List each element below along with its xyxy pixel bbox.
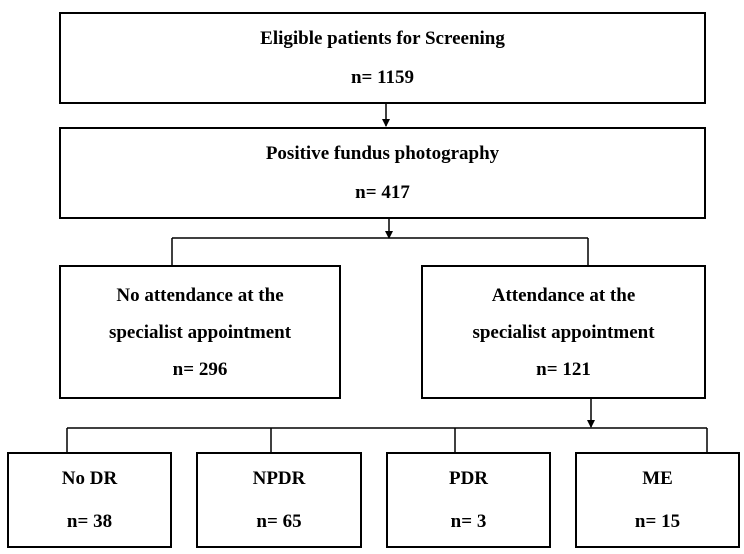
attendance-line2: specialist appointment [472,321,655,343]
outcome-box-pdr [386,452,551,548]
outcome-label: No DR [61,468,118,489]
attendance-count: n= 121 [536,358,591,380]
positive-photography-box [59,127,706,219]
outcome-count: n= 65 [256,511,302,532]
screening-box [59,12,706,104]
outcome-box-me [575,452,740,548]
attendance-box [421,265,706,399]
outcome-count: n= 3 [450,511,487,532]
outcome-label: ME [642,468,673,489]
no-attendance-count: n= 296 [172,358,228,380]
outcome-box-npdr [196,452,362,548]
screening-title: Eligible patients for Screening [260,28,505,49]
outcome-box-no-dr [7,452,172,548]
outcome-count: n= 38 [66,511,113,532]
attendance-line1: Attendance at the [491,284,636,306]
positive-count: n= 417 [355,182,410,203]
outcome-label: PDR [448,468,489,489]
screening-count: n= 1159 [350,67,415,88]
outcome-label: NPDR [252,468,306,489]
no-attendance-line2: specialist appointment [108,321,292,343]
positive-title: Positive fundus photography [265,143,500,164]
no-attendance-line1: No attendance at the [116,284,284,306]
no-attendance-box [59,265,341,399]
outcome-count: n= 15 [634,511,681,532]
